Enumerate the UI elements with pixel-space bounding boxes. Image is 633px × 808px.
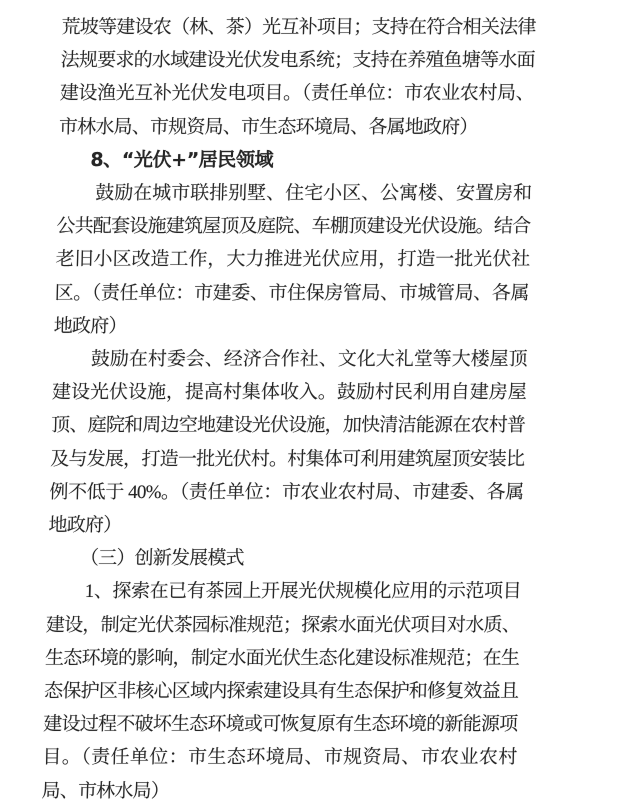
body-paragraph-continuation: 荒坡等建设农（林、茶）光互补项目；支持在符合相关法律法规要求的水域建设光伏发电系统；支持在养殖鱼塘等水面建设渔光互补光伏发电项目。（责任单位：市农业农村局、市林水局、市规资局、市生态环境局、各属地政府） <box>58 17 536 138</box>
body-paragraph-village-rooftop: 鼓励在村委会、经济合作社、文化大礼堂等大楼屋顶建设光伏设施，提高村集体收入。鼓励村民利用自建房屋顶、庭院和周边空地建设光伏设施，加快清洁能源在农村普及与发展，打造一批光伏村。村集体可利用建筑屋顶安装比例不低于 40%。（责任单位：市农业农村局、市建委、各属地政府） <box>48 349 528 537</box>
document-text-column <box>41 11 536 808</box>
subsection-heading-innovation-model: （三）创新发展模式 <box>79 548 245 570</box>
section-heading-pv-plus-residential: 8、“光伏+”居民领域 <box>90 148 274 171</box>
body-paragraph-urban-residential: 鼓励在城市联排别墅、住宅小区、公寓楼、安置房和公共配套设施建筑屋顶及庭院、车棚顶建设光伏设施。结合老旧小区改造工作，大力推进光伏应用，打造一批光伏社区。（责任单位：市建委、市住保房管局、市城管局、各属地政府） <box>53 183 532 337</box>
body-paragraph-innovation-pilot: 1、探索在已有茶园上开展光伏规模化应用的示范项目建设，制定光伏茶园标准规范；探索水面光伏项目对水质、生态环境的影响，制定水面光伏生态化建设标准规范；在生态保护区非核心区域内探索建设具有生态保护和修复效益且建设过程不破坏生态环境或可恢复原有生态环境的新能源项目。（责任单位：市生态环境局、市规资局、市农业农村局、市林水局） <box>41 581 522 802</box>
